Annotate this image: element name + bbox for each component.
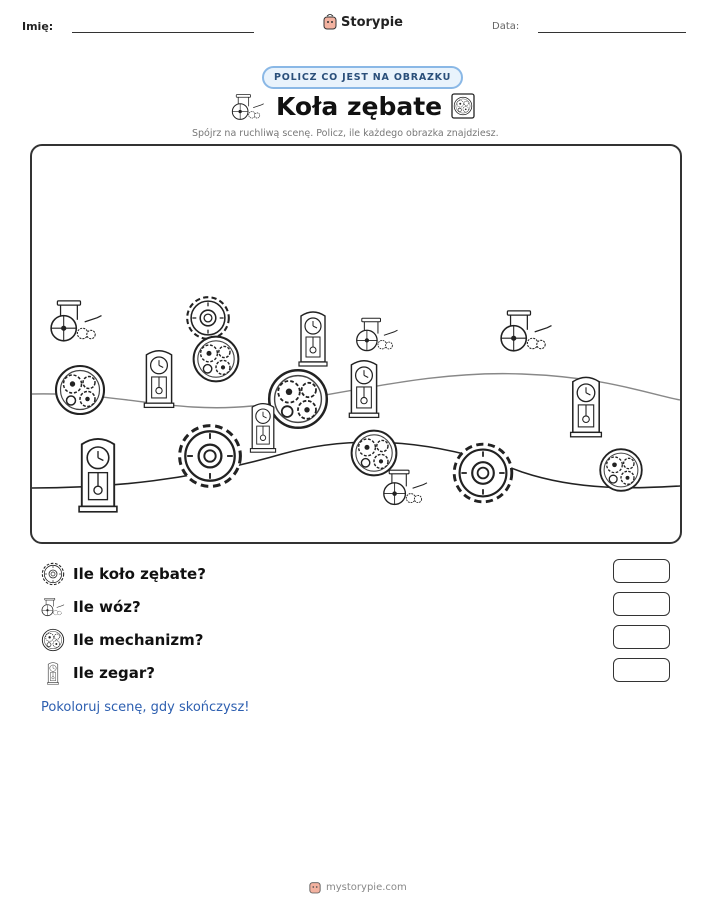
mechanism-icon (41, 628, 65, 652)
gear-icon (41, 562, 65, 586)
scene-frame (30, 144, 682, 544)
question-text: Ile mechanizm? (73, 631, 204, 649)
footer (309, 880, 407, 894)
category-pill: POLICZ CO JEST NA OBRAZKU (262, 66, 463, 89)
scene-gear (454, 444, 512, 502)
scene-clock (79, 439, 117, 512)
scene-cart (384, 470, 427, 504)
question-cart (41, 595, 141, 619)
coloring-note: Pokoloruj scenę, gdy skończysz! (41, 700, 250, 715)
page-title: Koła zębate (276, 92, 443, 121)
question-clock (41, 661, 155, 685)
cart-title-icon (230, 92, 266, 122)
scene-clock (250, 404, 275, 453)
scene-gear (187, 297, 229, 339)
cart-icon (41, 595, 65, 619)
scene-cart (501, 311, 551, 351)
scene-mechanism (600, 449, 642, 491)
scene-clock (144, 351, 173, 408)
brand-logo (323, 14, 403, 30)
question-gear (41, 562, 206, 586)
answer-box-gear[interactable] (613, 559, 670, 583)
clock-icon (41, 661, 65, 685)
scene-cart (51, 301, 101, 341)
scene-mechanism (194, 337, 239, 382)
answer-box-cart[interactable] (613, 592, 670, 616)
busy-scene (32, 146, 680, 542)
scene-mechanism (269, 370, 327, 428)
answer-box-mechanism[interactable] (613, 625, 670, 649)
answer-box-clock[interactable] (613, 658, 670, 682)
scene-cart (357, 318, 398, 350)
footer-url[interactable]: mystorypie.com (326, 881, 407, 893)
date-label: Data: (492, 21, 520, 32)
mechanism-title-icon (450, 92, 476, 120)
scene-mechanism (352, 431, 397, 476)
brand-name: Storypie (341, 14, 403, 30)
name-line[interactable] (72, 32, 254, 33)
storypie-logo-icon (323, 14, 337, 30)
scene-gear (180, 426, 241, 487)
instructions: Spójrz na ruchliwą scenę. Policz, ile każdego obrazka znajdziesz. (192, 128, 499, 139)
question-text: Ile zegar? (73, 664, 155, 682)
name-label: Imię: (22, 20, 54, 33)
storypie-logo-icon (309, 880, 321, 894)
question-text: Ile wóz? (73, 598, 141, 616)
scene-mechanism (56, 366, 104, 414)
scene-clock (299, 312, 327, 366)
question-mechanism (41, 628, 204, 652)
scene-clock (571, 377, 602, 436)
date-line[interactable] (538, 32, 686, 33)
question-text: Ile koło zębate? (73, 565, 206, 583)
scene-clock (349, 361, 378, 418)
